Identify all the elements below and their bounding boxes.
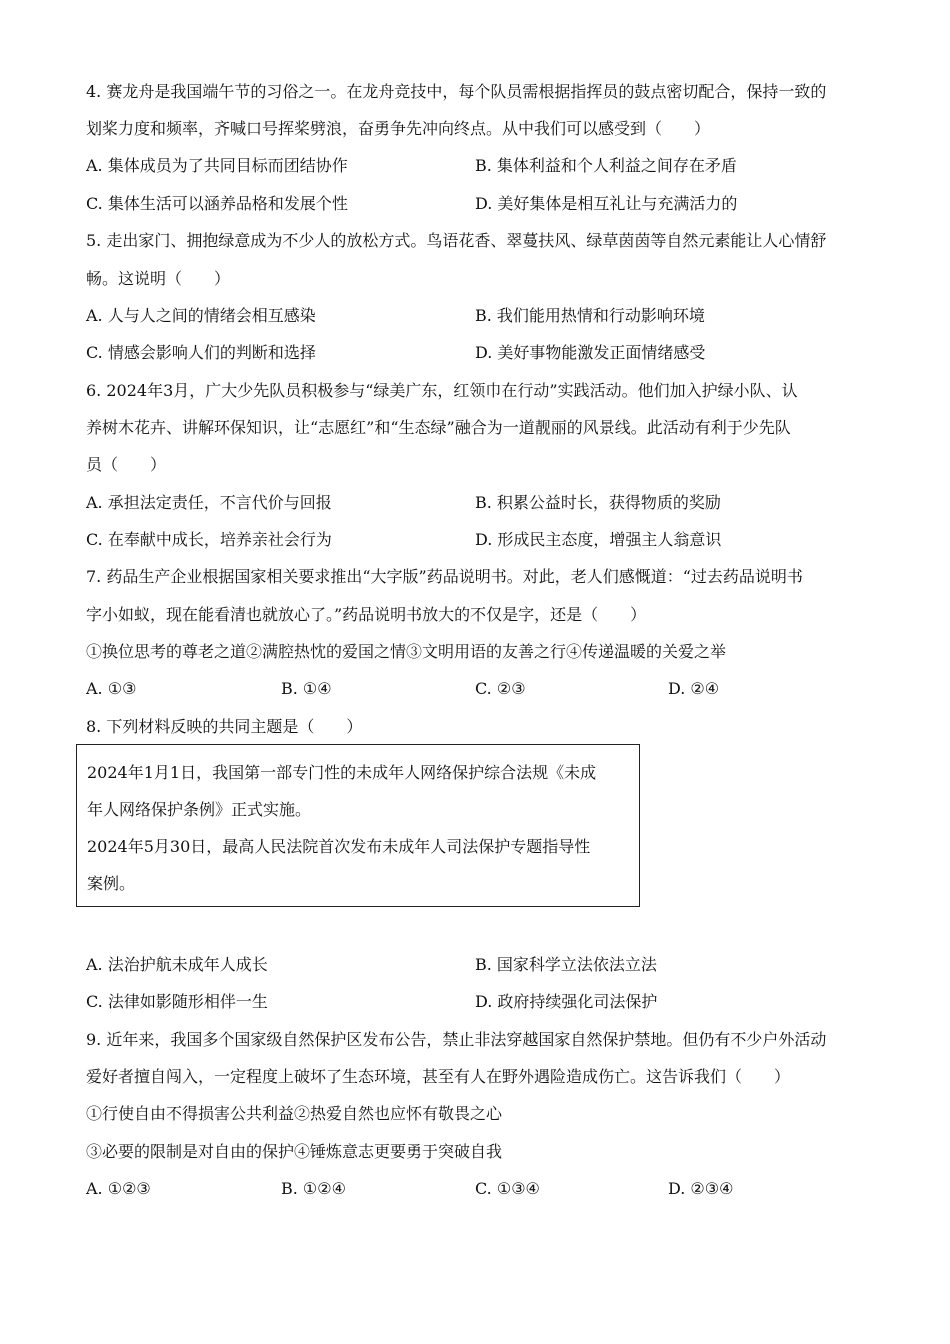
q6-option-a: A. 承担法定责任，不言代价与回报 bbox=[86, 493, 332, 512]
q4-option-d: D. 美好集体是相互礼让与充满活力的 bbox=[475, 194, 738, 213]
q9-option-a: A. ①②③ bbox=[86, 1179, 151, 1198]
q6-option-d: D. 形成民主态度，增强主人翁意识 bbox=[475, 530, 722, 549]
q8-material-box bbox=[76, 744, 640, 907]
q5-option-c: C. 情感会影响人们的判断和选择 bbox=[86, 343, 316, 362]
q7-choices: ①换位思考的尊老之道②满腔热忱的爱国之情③文明用语的友善之行④传递温暖的关爱之举 bbox=[86, 642, 727, 661]
q9-choices-line-2: ③必要的限制是对自由的保护④锤炼意志更要勇于突破自我 bbox=[86, 1142, 503, 1161]
q5-stem-line-1: 5. 走出家门、拥抱绿意成为不少人的放松方式。鸟语花香、翠蔓扶风、绿草茵茵等自然元素能让人心情舒 bbox=[86, 231, 827, 250]
q7-stem-line-2: 字小如蚁，现在能看清也就放心了。”药品说明书放大的不仅是字，还是（ ） bbox=[86, 605, 647, 624]
q7-option-b: B. ①④ bbox=[281, 679, 332, 698]
q4-option-c: C. 集体生活可以涵养品格和发展个性 bbox=[86, 194, 348, 213]
q9-option-c: C. ①③④ bbox=[475, 1179, 540, 1198]
q8-option-d: D. 政府持续强化司法保护 bbox=[475, 992, 658, 1011]
q7-option-c: C. ②③ bbox=[475, 679, 526, 698]
q8-material-line-1: 2024年1月1日，我国第一部专门性的未成年人网络保护综合法规《未成 bbox=[87, 763, 597, 782]
q9-stem-line-1: 9. 近年来，我国多个国家级自然保护区发布公告，禁止非法穿越国家自然保护禁地。但仍有不少户外活动 bbox=[86, 1030, 827, 1049]
q4-option-a: A. 集体成员为了共同目标而团结协作 bbox=[86, 156, 348, 175]
q9-stem-line-2: 爱好者擅自闯入，一定程度上破坏了生态环境，甚至有人在野外遇险造成伤亡。这告诉我们（ ） bbox=[86, 1067, 791, 1086]
q6-option-b: B. 积累公益时长，获得物质的奖励 bbox=[475, 493, 721, 512]
q7-stem-line-1: 7. 药品生产企业根据国家相关要求推出“大字版”药品说明书。对此，老人们感慨道：“过去药品说明书 bbox=[86, 567, 803, 586]
q6-stem-line-2: 养树木花卉、讲解环保知识，让“志愿红”和“生态绿”融合为一道靓丽的风景线。此活动有利于少先队 bbox=[86, 418, 791, 437]
q6-stem-line-3: 员（ ） bbox=[86, 455, 167, 474]
q4-stem-line-2: 划桨力度和频率，齐喊口号挥桨劈浪，奋勇争先冲向终点。从中我们可以感受到（ ） bbox=[86, 119, 711, 138]
q8-material-line-3: 2024年5月30日，最高人民法院首次发布未成年人司法保护专题指导性 bbox=[87, 837, 591, 856]
q5-option-a: A. 人与人之间的情绪会相互感染 bbox=[86, 306, 316, 325]
q8-material-line-2: 年人网络保护条例》正式实施。 bbox=[87, 800, 312, 819]
q5-option-d: D. 美好事物能激发正面情绪感受 bbox=[475, 343, 706, 362]
q4-stem-line-1: 4. 赛龙舟是我国端午节的习俗之一。在龙舟竞技中，每个队员需根据指挥员的鼓点密切配合，保持一致的 bbox=[86, 82, 827, 101]
q7-option-a: A. ①③ bbox=[86, 679, 137, 698]
q9-option-d: D. ②③④ bbox=[668, 1179, 734, 1198]
q4-option-b: B. 集体利益和个人利益之间存在矛盾 bbox=[475, 156, 737, 175]
q8-stem: 8. 下列材料反映的共同主题是（ ） bbox=[86, 717, 363, 736]
q7-option-d: D. ②④ bbox=[668, 679, 720, 698]
q9-choices-line-1: ①行使自由不得损害公共利益②热爱自然也应怀有敬畏之心 bbox=[86, 1104, 503, 1123]
q8-material-line-4: 案例。 bbox=[87, 874, 136, 893]
q9-option-b: B. ①②④ bbox=[281, 1179, 346, 1198]
q6-stem-line-1: 6. 2024年3月，广大少先队员积极参与“绿美广东，红领巾在行动”实践活动。他们加入护绿小队、认 bbox=[86, 381, 798, 400]
q8-option-a: A. 法治护航未成年人成长 bbox=[86, 955, 268, 974]
q5-option-b: B. 我们能用热情和行动影响环境 bbox=[475, 306, 705, 325]
q8-option-c: C. 法律如影随形相伴一生 bbox=[86, 992, 268, 1011]
q5-stem-line-2: 畅。这说明（ ） bbox=[86, 269, 231, 288]
q6-option-c: C. 在奉献中成长，培养亲社会行为 bbox=[86, 530, 332, 549]
q8-option-b: B. 国家科学立法依法立法 bbox=[475, 955, 657, 974]
